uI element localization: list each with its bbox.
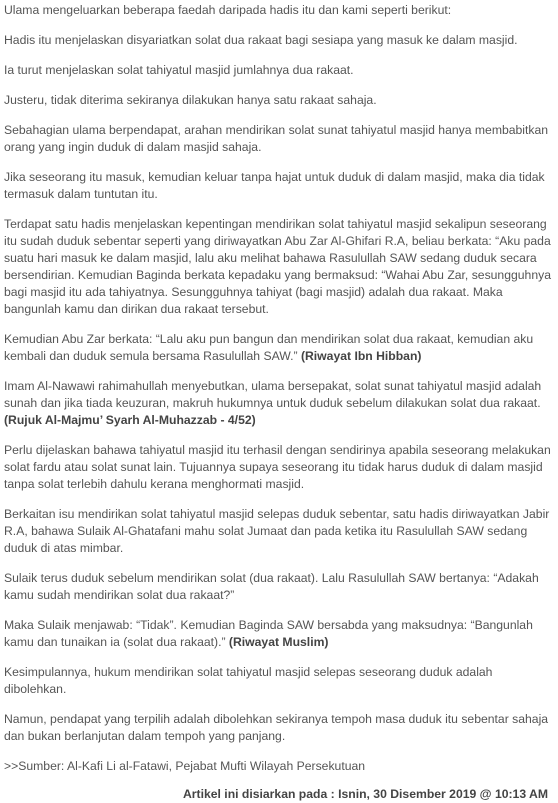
paragraph-text: Ia turut menjelaskan solat tahiyatul masjid jumlahnya dua rakaat. xyxy=(4,63,354,77)
citation: (Riwayat Muslim) xyxy=(228,635,329,649)
citation: (Rujuk Al-Majmu’ Syarh Al-Muhazzab - 4/52) xyxy=(4,413,256,427)
citation: (Riwayat Ibn Hibban) xyxy=(300,349,422,363)
paragraph-text: Imam Al-Nawawi rahimahullah menyebutkan, ulama bersepakat, solat sunat tahiyatul masjid adalah sunah dan jika tiada keuzuran, makruh hukumnya untuk duduk sebelum dilakukan solat dua rakaat. xyxy=(4,379,542,410)
source-line xyxy=(4,758,554,775)
paragraph-11 xyxy=(4,506,554,557)
paragraph-text: Namun, pendapat yang terpilih adalah dibolehkan sekiranya tempoh masa duduk itu sebentar sahaja dan bukan berlanjutan dalam tempoh yang panjang. xyxy=(4,712,549,743)
paragraph-text: Sebahagian ulama berpendapat, arahan mendirikan solat sunat tahiyatul masjid hanya membabitkan orang yang ingin duduk di dalam masjid sahaja. xyxy=(4,123,549,154)
paragraph-3 xyxy=(4,62,554,79)
source-text: >>Sumber: Al-Kafi Li al-Fatawi, Pejabat Mufti Wilayah Persekutuan xyxy=(4,759,366,773)
paragraph-text: Kemudian Abu Zar berkata: “Lalu aku pun bangun dan mendirikan solat dua rakaat, kemudian aku kembali dan duduk semula bersama Rasulullah SAW.” xyxy=(4,332,534,363)
paragraph-8 xyxy=(4,331,554,365)
paragraph-text: Perlu dijelaskan bahawa tahiyatul masjid itu terhasil dengan sendirinya apabila seseorang melakukan solat fardu atau solat sunat lain. Tujuannya supaya seseorang itu tidak harus duduk di dalam masjid tanpa solat terlebih dahulu kerana menghormati masjid. xyxy=(4,443,551,491)
paragraph-6 xyxy=(4,169,554,203)
paragraph-text: Hadis itu menjelaskan disyariatkan solat dua rakaat bagi sesiapa yang masuk ke dalam masjid. xyxy=(4,33,518,47)
paragraph-1 xyxy=(4,2,554,19)
paragraph-7 xyxy=(4,216,554,318)
paragraph-5 xyxy=(4,122,554,156)
paragraph-text: Maka Sulaik menjawab: “Tidak”. Kemudian Baginda SAW bersabda yang maksudnya: “Bangunlah kamu dan tunaikan ia (solat dua rakaat).” xyxy=(4,618,533,649)
paragraph-14 xyxy=(4,664,554,698)
paragraph-text: Ulama mengeluarkan beberapa faedah daripada hadis itu dan kami seperti berikut: xyxy=(4,3,452,17)
paragraph-4 xyxy=(4,92,554,109)
publish-date-footer: Artikel ini disiarkan pada : Isnin, 30 Disember 2019 @ 10:13 AM xyxy=(182,787,548,801)
paragraph-text: Terdapat satu hadis menjelaskan kepentingan mendirikan solat tahiyatul masjid sekalipun seseorang itu sudah duduk sebentar seperti yang diriwayatkan Abu Zar Al-Ghifari R.A, beliau berkata: “Aku pada suatu hari masuk ke dalam masjid, lalu aku melihat bahawa Rasulullah SAW sedang duduk secara bersendirian. Kemudian Baginda berkata kepadaku yang bermaksud: “Wahai Abu Zar, sesungguhnya bagi masjid itu ada tahiyatnya. Sesungguhnya tahiyat (bagi masjid) adalah dua rakaat. Maka bangunlah kamu dan dirikan dua rakaat tersebut. xyxy=(4,217,551,316)
paragraph-12 xyxy=(4,570,554,604)
paragraph-text: Kesimpulannya, hukum mendirikan solat tahiyatul masjid selepas seseorang duduk adalah dibolehkan. xyxy=(4,665,493,696)
paragraph-9 xyxy=(4,378,554,429)
paragraph-10 xyxy=(4,442,554,493)
paragraph-text: Berkaitan isu mendirikan solat tahiyatul masjid selepas duduk sebentar, satu hadis diriwayatkan Jabir R.A, bahawa Sulaik Al-Ghatafani mahu solat Jumaat dan pada ketika itu Rasulullah SAW sedang duduk di atas mimbar. xyxy=(4,507,550,555)
paragraph-2 xyxy=(4,32,554,49)
paragraph-text: Sulaik terus duduk sebelum mendirikan solat (dua rakaat). Lalu Rasulullah SAW bertanya: “Adakah kamu sudah mendirikan solat dua rakaat?” xyxy=(4,571,539,602)
paragraph-13 xyxy=(4,617,554,651)
paragraph-text: Jika seseorang itu masuk, kemudian keluar tanpa hajat untuk duduk di dalam masjid, maka dia tidak termasuk dalam tuntutan itu. xyxy=(4,170,545,201)
paragraph-15 xyxy=(4,711,554,745)
paragraph-text: Justeru, tidak diterima sekiranya dilakukan hanya satu rakaat sahaja. xyxy=(4,93,377,107)
